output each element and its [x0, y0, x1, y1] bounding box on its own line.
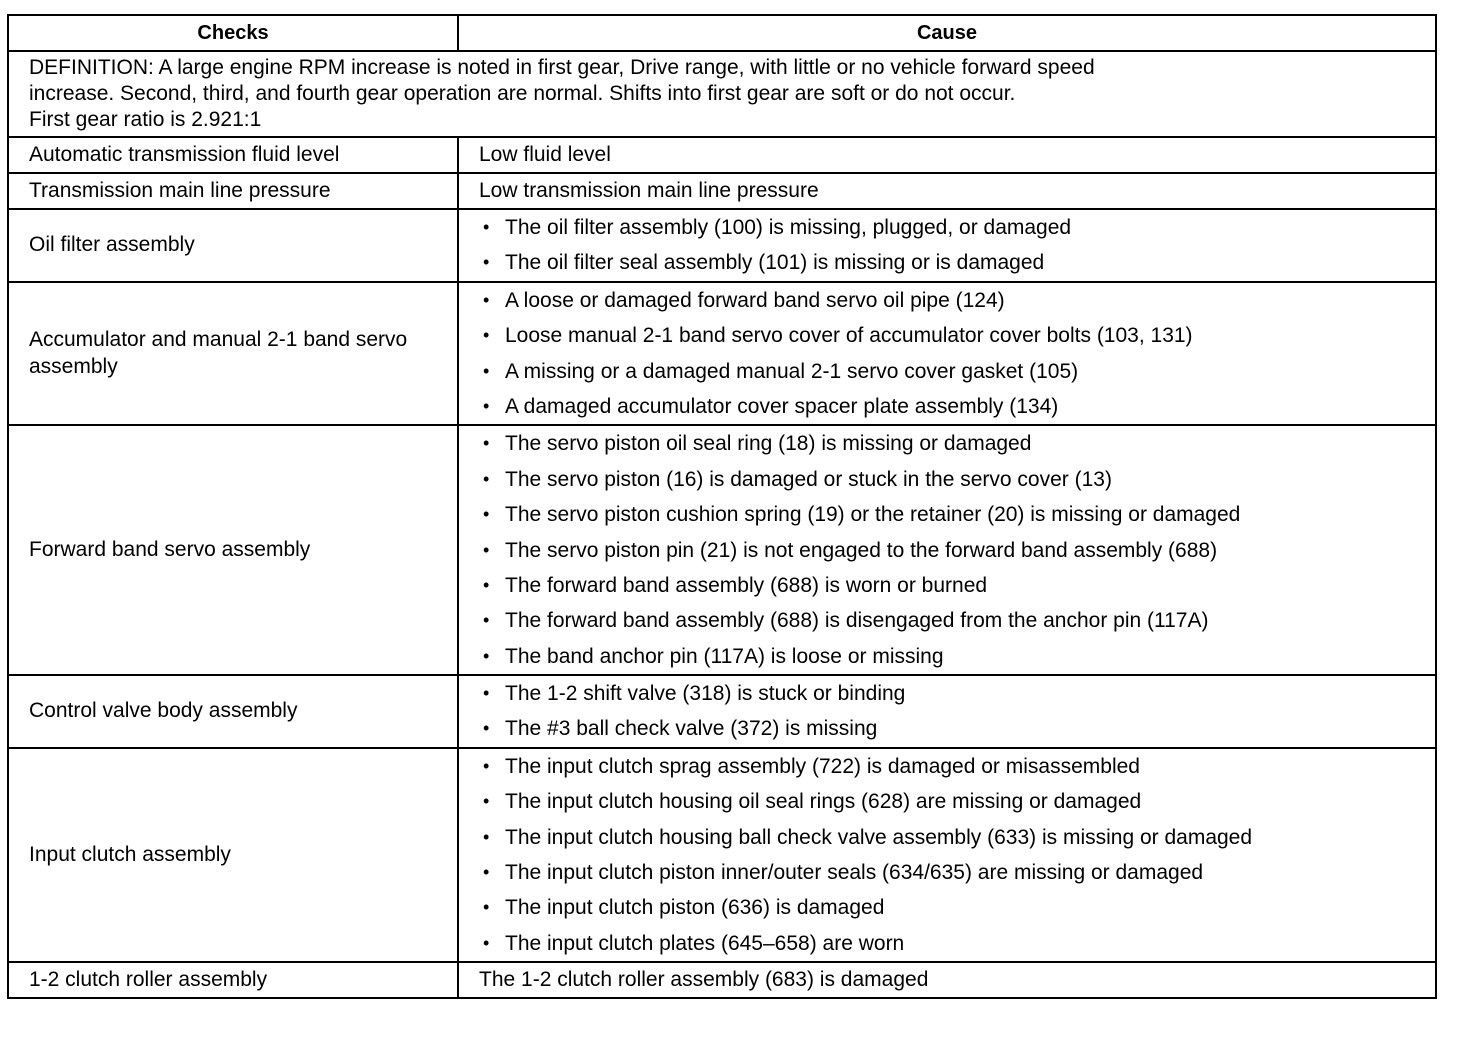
cause-item: • A damaged accumulator cover spacer plate assembly (134)	[459, 389, 1429, 424]
cause-item: • The input clutch piston inner/outer seals (634/635) are missing or damaged	[459, 855, 1429, 890]
table-row	[8, 962, 1436, 998]
cause-cell	[458, 748, 1436, 962]
cause-item: • A missing or a damaged manual 2-1 servo cover gasket (105)	[459, 354, 1429, 389]
cause-item: • The oil filter seal assembly (101) is missing or is damaged	[459, 245, 1429, 280]
check-cell: Input clutch assembly	[8, 748, 458, 962]
table-row	[8, 137, 1436, 173]
check-cell: Oil filter assembly	[8, 209, 458, 282]
definition-line: DEFINITION: A large engine RPM increase is noted in first gear, Drive range, with little or no vehicle forward speed	[29, 55, 1095, 79]
cause-cell: The 1-2 clutch roller assembly (683) is damaged	[458, 962, 1436, 998]
definition-cell	[8, 51, 1436, 137]
cause-cell	[458, 675, 1436, 748]
check-cell: 1-2 clutch roller assembly	[8, 962, 458, 998]
cause-item: • The servo piston cushion spring (19) or the retainer (20) is missing or damaged	[459, 497, 1429, 532]
table-row	[8, 425, 1436, 675]
table-row	[8, 282, 1436, 426]
cause-item: • The input clutch housing oil seal rings (628) are missing or damaged	[459, 784, 1429, 819]
diagnosis-table	[7, 14, 1437, 999]
cause-item: • The input clutch plates (645–658) are worn	[459, 926, 1429, 961]
cause-item: • The servo piston pin (21) is not engaged to the forward band assembly (688)	[459, 533, 1429, 568]
check-cell: Control valve body assembly	[8, 675, 458, 748]
cause-cell: Low transmission main line pressure	[458, 173, 1436, 209]
cause-list	[459, 283, 1429, 425]
cause-item: • The band anchor pin (117A) is loose or missing	[459, 639, 1429, 674]
cause-list	[459, 210, 1429, 281]
cause-header: Cause	[458, 15, 1436, 51]
cause-item: • A loose or damaged forward band servo oil pipe (124)	[459, 283, 1429, 318]
cause-item: • The input clutch piston (636) is damaged	[459, 890, 1429, 925]
table-row	[8, 209, 1436, 282]
check-cell: Forward band servo assembly	[8, 425, 458, 675]
table-row	[8, 675, 1436, 748]
check-cell: Automatic transmission fluid level	[8, 137, 458, 173]
cause-item: • The oil filter assembly (100) is missing, plugged, or damaged	[459, 210, 1429, 245]
cause-item: • The 1-2 shift valve (318) is stuck or binding	[459, 676, 1429, 711]
cause-cell: Low fluid level	[458, 137, 1436, 173]
cause-list	[459, 749, 1429, 961]
cause-item: • The #3 ball check valve (372) is missing	[459, 711, 1429, 746]
cause-item: • The servo piston oil seal ring (18) is missing or damaged	[459, 426, 1429, 461]
cause-cell	[458, 209, 1436, 282]
cause-cell	[458, 282, 1436, 426]
table-row	[8, 173, 1436, 209]
check-cell: Accumulator and manual 2-1 band servo assembly	[8, 282, 458, 426]
cause-list	[459, 676, 1429, 747]
cause-item: • Loose manual 2-1 band servo cover of accumulator cover bolts (103, 131)	[459, 318, 1429, 353]
cause-item: • The input clutch sprag assembly (722) is damaged or misassembled	[459, 749, 1429, 784]
cause-item: • The forward band assembly (688) is disengaged from the anchor pin (117A)	[459, 603, 1429, 638]
cause-item: • The forward band assembly (688) is worn or burned	[459, 568, 1429, 603]
cause-cell	[458, 425, 1436, 675]
definition-row	[8, 51, 1436, 137]
cause-list	[459, 426, 1429, 674]
table-row	[8, 748, 1436, 962]
cause-item: • The servo piston (16) is damaged or stuck in the servo cover (13)	[459, 462, 1429, 497]
cause-item: • The input clutch housing ball check valve assembly (633) is missing or damaged	[459, 820, 1429, 855]
definition-line: First gear ratio is 2.921:1	[29, 108, 262, 132]
header-row	[8, 15, 1436, 51]
check-cell: Transmission main line pressure	[8, 173, 458, 209]
definition-line: increase. Second, third, and fourth gear operation are normal. Shifts into first gear are soft or do not occur.	[29, 81, 1016, 105]
checks-header: Checks	[8, 15, 458, 51]
